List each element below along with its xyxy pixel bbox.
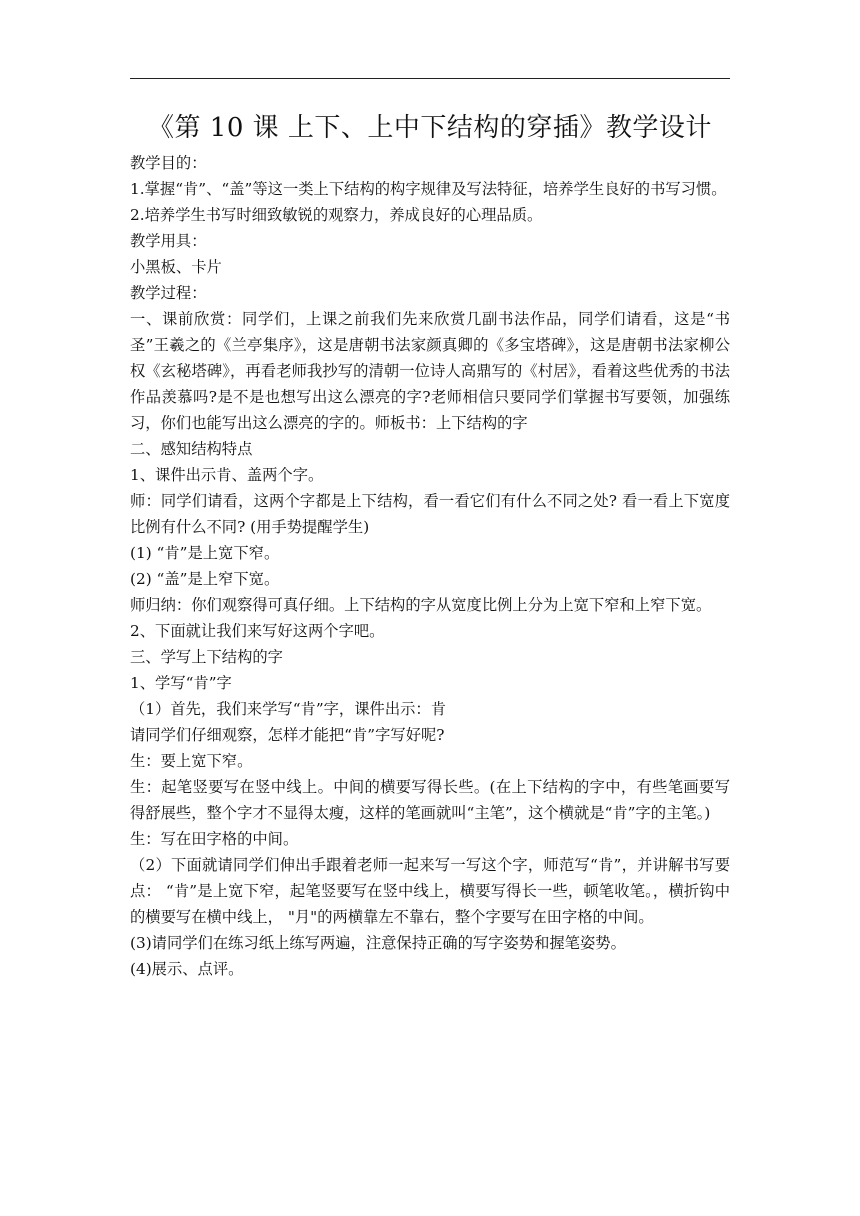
- paragraph-substep-2: （2）下面就请同学们伸出手跟着老师一起来写一写这个字，师范写“肯”，并讲解书写要点： “肯”是上宽下窄，起笔竖要写在竖中线上，横要写得长一些，顿笔收笔。，横折钩中的横要写在横中线上， "月"的两横靠左不靠右，整个字要写在田字格的中间。: [130, 856, 730, 926]
- paragraph-section-3-heading: 三、学写上下结构的字: [130, 648, 283, 666]
- paragraph-student-3: 生：写在田字格的中间。: [130, 830, 299, 848]
- paragraph-point-2: (2) “盖”是上窄下宽。: [130, 570, 280, 588]
- paragraph-point-1: (1) “肯”是上宽下窄。: [130, 544, 280, 562]
- paragraph-objectives-heading: 教学目的：: [130, 154, 207, 172]
- paragraph-tools-heading: 教学用具：: [130, 232, 207, 250]
- paragraph-section-2-heading: 二、感知结构特点: [130, 440, 253, 458]
- paragraph-tools: 小黑板、卡片: [130, 258, 222, 276]
- paragraph-section-1: 一、课前欣赏：同学们，上课之前我们先来欣赏几副书法作品，同学们请看，这是“书圣”王羲之的《兰亭集序》，这是唐朝书法家颜真卿的《多宝塔碑》，这是唐朝书法家柳公权《玄秘塔碑》，再看老师我抄写的清朝一位诗人高鼎写的《村居》，看着这些优秀的书法作品羡慕吗?是不是也想写出这么漂亮的字?老师相信只要同学们掌握书写要领，加强练习，你们也能写出这么漂亮的字的。师板书：上下结构的字: [130, 310, 730, 432]
- paragraph-process-heading: 教学过程：: [130, 284, 207, 302]
- paragraph-substep-3: (3)请同学们在练习纸上练写两遍，注意保持正确的写字姿势和握笔姿势。: [130, 934, 626, 952]
- paragraph-observe: 请同学们仔细观察，怎样才能把“肯”字写好呢?: [130, 726, 445, 744]
- paragraph-objective-1: 1.掌握“肯”、“盖”等这一类上下结构的构字规律及写法特征，培养学生良好的书写习惯。: [130, 180, 727, 198]
- document-page: [130, 0, 730, 1216]
- paragraph-student-2: 生：起笔竖要写在竖中线上。中间的横要写得长些。(在上下结构的字中，有些笔画要写得舒展些，整个字才不显得太瘦，这样的笔画就叫“主笔”，这个横就是“肯”字的主笔。): [130, 778, 730, 822]
- paragraph-subsection-1: 1、学写“肯”字: [130, 674, 232, 692]
- document-title: 《第 10 课 上下、上中下结构的穿插》教学设计: [148, 113, 712, 143]
- paragraph-step-1: 1、课件出示肯、盖两个字。: [130, 466, 324, 484]
- paragraph-objective-2: 2.培养学生书写时细致敏锐的观察力，养成良好的心理品质。: [130, 206, 543, 224]
- paragraph-substep-1: （1）首先，我们来学写“肯”字，课件出示：肯: [130, 700, 447, 718]
- paragraph-teacher-summary: 师归纳：你们观察得可真仔细。上下结构的字从宽度比例上分为上宽下窄和上窄下宽。: [130, 596, 712, 614]
- paragraph-teacher-question: 师：同学们请看，这两个字都是上下结构，看一看它们有什么不同之处? 看一看上下宽度比例有什么不同? (用手势提醒学生): [130, 492, 730, 536]
- paragraph-substep-4: (4)展示、点评。: [130, 960, 244, 978]
- paragraph-student-1: 生：要上宽下窄。: [130, 752, 253, 770]
- paragraph-step-2: 2、下面就让我们来写好这两个字吧。: [130, 622, 385, 640]
- header-rule: [130, 78, 730, 79]
- document-body: [130, 150, 730, 982]
